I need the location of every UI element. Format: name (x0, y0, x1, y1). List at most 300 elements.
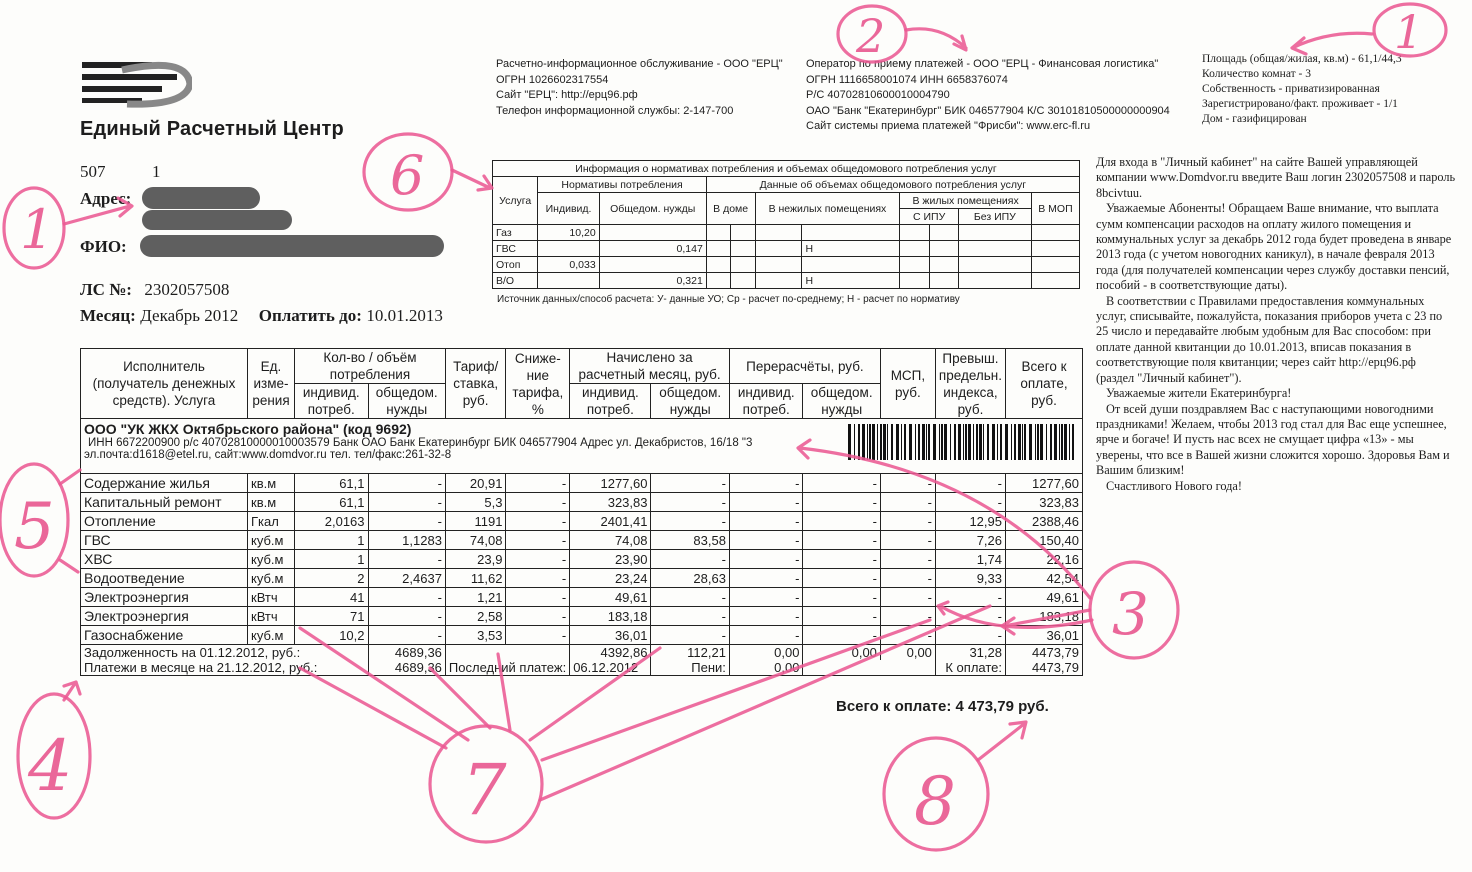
charge-row (81, 550, 1083, 569)
header-line: Дом - газифицирован (1202, 113, 1307, 125)
header-line: Площадь (общая/жилая, кв.м) - 61,1/44,3 (1202, 53, 1402, 65)
penalty-value: 0,00 (729, 660, 803, 676)
norms-service: ГВС (493, 241, 538, 257)
col-msp: МСП, руб. (880, 349, 935, 419)
cell-accrued-com: 83,58 (651, 531, 729, 550)
cell-tariff: 5,3 (445, 493, 506, 512)
cell-accrued-com: - (651, 607, 729, 626)
cell-total: 2388,46 (1006, 512, 1083, 531)
sum-total: 4473,79 (1006, 645, 1083, 661)
header-line: Зарегистрировано/факт. проживает - 1/1 (1202, 98, 1398, 110)
cell-reduce: - (506, 531, 570, 550)
sum-msp: 0,00 (880, 645, 935, 661)
cell-tariff: 1,21 (445, 588, 506, 607)
cell-tariff: 1191 (445, 512, 506, 531)
cell-accrued-ind: 49,61 (570, 588, 651, 607)
header-line: Р/С 40702810600010004790 (806, 89, 950, 101)
norms-common (599, 225, 706, 241)
norms-row (493, 257, 1080, 273)
barcode-bar (896, 424, 899, 460)
cell-accrued-com: - (651, 588, 729, 607)
barcode-bar (909, 424, 912, 460)
norms-common: 0,147 (599, 241, 706, 257)
norms-col-mop: В МОП (1031, 193, 1079, 225)
annotation-number: 5 (14, 490, 55, 564)
norms-indiv (538, 273, 599, 289)
col-rec-ind: индивид. потреб. (729, 384, 803, 419)
cell-service-name: Водоотведение (81, 569, 248, 588)
annotation-number: 7 (462, 749, 507, 831)
cell-qty-com: - (368, 588, 445, 607)
barcode-bar (1011, 424, 1012, 460)
barcode-bar (928, 424, 930, 460)
barcode (848, 424, 1076, 460)
annotation-number: 3 (1112, 580, 1149, 648)
cell-total: 183,18 (1006, 607, 1083, 626)
norms-indiv: 10,20 (538, 225, 599, 241)
barcode-bar (918, 424, 920, 460)
barcode-bar (869, 424, 871, 460)
barcode-bar (979, 424, 982, 460)
charges-table (80, 348, 1083, 676)
barcode-bar (992, 424, 995, 460)
sum-accrued-com: 112,21 (651, 645, 729, 661)
barcode-bar (1005, 424, 1008, 460)
annotation-number: 1 (20, 198, 55, 261)
cell-total: 42,54 (1006, 569, 1083, 588)
cell-qty-ind: 2 (295, 569, 369, 588)
provider-details: ИНН 6672200900 р/с 40702810000010003579 Банк ОАО Банк Екатеринбург БИК 046577904 Адрес ул. Декабристов, 16/18 "3 (88, 437, 753, 449)
norms-service: В/О (493, 273, 538, 289)
norms-col-house: В доме (706, 193, 755, 225)
barcode-bar (1029, 424, 1032, 460)
col-executor: Исполнитель (получатель денежных средств). Услуга (81, 349, 248, 419)
barcode-bar (872, 424, 875, 460)
cell-unit: куб.м (248, 569, 295, 588)
col-accrued: Начислено за расчетный месяц, руб. (570, 349, 730, 384)
cell-reduce: - (506, 588, 570, 607)
cell-recalc-com: - (803, 626, 880, 645)
norms-flag (731, 257, 755, 273)
notice-paragraph: Уважаемые жители Екатеринбурга! (1106, 386, 1292, 401)
redaction-address-1 (142, 187, 260, 209)
barcode-bar (883, 424, 886, 460)
cell-service-name: Электроэнергия (81, 588, 248, 607)
cell-recalc-ind: - (729, 493, 803, 512)
cell-service-name: Капитальный ремонт (81, 493, 248, 512)
barcode-bar (939, 424, 940, 460)
barcode-bar (915, 424, 916, 460)
annotation-number: 8 (914, 763, 956, 840)
barcode-bar (1054, 424, 1057, 460)
cell-accrued-com: - (651, 493, 729, 512)
cell-qty-com: - (368, 493, 445, 512)
charge-row (81, 512, 1083, 531)
barcode-bar (950, 424, 951, 460)
cell-excess: - (935, 607, 1005, 626)
cell-service-name: Газоснабжение (81, 626, 248, 645)
cell-qty-ind: 1 (295, 531, 369, 550)
col-reduce: Сниже-ние тарифа, % (506, 349, 570, 419)
barcode-bar (1072, 424, 1074, 460)
account-line (80, 280, 229, 300)
barcode-bar (944, 424, 947, 460)
cell-excess: 12,95 (935, 512, 1005, 531)
erc-logo (82, 60, 192, 110)
barcode-bar (1040, 424, 1043, 460)
charge-row (81, 474, 1083, 493)
cell-excess: - (935, 588, 1005, 607)
col-unit: Ед. изме-рения (248, 349, 295, 419)
norms-source-note: Источник данных/способ расчета: У- данные УО; Ср - расчет по-среднему; Н - расчет по нормативу (497, 294, 960, 305)
header-apartment-info (1202, 52, 1402, 127)
cell-recalc-ind: - (729, 531, 803, 550)
norms-common (599, 257, 706, 273)
to-pay-label: К оплате: (935, 660, 1005, 676)
norms-title: Информация о нормативах потребления и объемах общедомового потребления услуг (493, 161, 1080, 177)
cell-total: 22,16 (1006, 550, 1083, 569)
cell-msp: - (880, 493, 935, 512)
cell-accrued-ind: 74,08 (570, 531, 651, 550)
provider-name: ООО "УК ЖКХ Октябрьского района" (код 9692) (84, 421, 412, 437)
cell-unit: кв.м (248, 493, 295, 512)
notice-paragraph: Для входа в "Личный кабинет" на сайте Вашей управляющей компании www.Domdvor.ru введите Ваш логин 2302057508 и пароль 8bcivtuu. (1096, 155, 1456, 200)
norms-indiv (538, 241, 599, 257)
charge-row (81, 569, 1083, 588)
norms-col-res: В жилых помещениях (900, 193, 1031, 209)
cell-unit: кв.м (248, 474, 295, 493)
cell-excess: 1,74 (935, 550, 1005, 569)
cell-reduce: - (506, 493, 570, 512)
cell-msp: - (880, 531, 935, 550)
barcode-bar (965, 424, 967, 460)
barcode-bar (922, 424, 925, 460)
barcode-bar (891, 424, 893, 460)
norms-row (493, 273, 1080, 289)
cell-accrued-ind: 2401,41 (570, 512, 651, 531)
cell-tariff: 11,62 (445, 569, 506, 588)
norms-indiv: 0,033 (538, 257, 599, 273)
header-line: ОАО "Банк "Екатеринбург" БИК 046577904 К/С 30101810500000000904 (806, 104, 1170, 117)
cell-recalc-com: - (803, 493, 880, 512)
cell-accrued-ind: 23,90 (570, 550, 651, 569)
cell-unit: куб.м (248, 531, 295, 550)
barcode-bar (1024, 424, 1026, 460)
redaction-fio (140, 235, 444, 257)
cell-accrued-ind: 183,18 (570, 607, 651, 626)
notice-text (1096, 155, 1456, 494)
to-pay-value: 4473,79 (1006, 660, 1083, 676)
barcode-bar (933, 424, 936, 460)
cell-msp: - (880, 588, 935, 607)
barcode-bar (963, 424, 964, 460)
pay-until-value: 10.01.2013 (366, 306, 443, 325)
cell-total: 36,01 (1006, 626, 1083, 645)
cell-accrued-ind: 36,01 (570, 626, 651, 645)
cell-qty-com: 2,4637 (368, 569, 445, 588)
barcode-bar (968, 424, 971, 460)
code-b: 1 (152, 162, 161, 181)
norms-col-nonres: В нежилых помещениях (755, 193, 900, 225)
cell-accrued-com: 28,63 (651, 569, 729, 588)
barcode-bar (997, 424, 998, 460)
cell-service-name: Электроэнергия (81, 607, 248, 626)
header-line: ОГРН 1026602317554 (496, 73, 609, 86)
header-line: Количество комнат - 3 (1202, 68, 1311, 80)
norms-flag: Н (802, 273, 900, 289)
month-label: Месяц: (80, 306, 136, 325)
cell-reduce: - (506, 569, 570, 588)
norms-service: Отоп (493, 257, 538, 273)
barcode-bar (976, 424, 978, 460)
norms-col-ipu: С ИПУ (900, 209, 958, 225)
cell-recalc-ind: - (729, 512, 803, 531)
account-number: 2302057508 (144, 280, 230, 299)
cell-msp: - (880, 550, 935, 569)
norms-table (492, 160, 1080, 289)
pay-until-label: Оплатить до: (258, 306, 362, 325)
barcode-bar (941, 424, 943, 460)
cell-qty-ind: 61,1 (295, 493, 369, 512)
cell-msp: - (880, 607, 935, 626)
address-label: Адрес: (80, 189, 132, 208)
annotation-number: 2 (856, 9, 886, 63)
barcode-bar (1046, 424, 1047, 460)
header-line: Собственность - приватизированная (1202, 83, 1380, 95)
norms-common: 0,321 (599, 273, 706, 289)
cell-reduce: - (506, 550, 570, 569)
barcode-bar (1022, 424, 1023, 460)
header-line: Сайт системы приема платежей "Фрисби": www.erc-fl.ru (806, 120, 1091, 132)
norms-col-common: Общедом. нужды (599, 193, 706, 225)
barcode-bar (877, 424, 878, 460)
charge-row (81, 588, 1083, 607)
cell-excess: - (935, 474, 1005, 493)
cell-accrued-com: - (651, 512, 729, 531)
header-line: Телефон информационной службы: 2-147-700 (496, 104, 734, 117)
cell-qty-com: - (368, 550, 445, 569)
cell-accrued-com: - (651, 550, 729, 569)
barcode-bar (1014, 424, 1016, 460)
cell-service-name: Отопление (81, 512, 248, 531)
cell-qty-ind: 41 (295, 588, 369, 607)
cell-reduce: - (506, 626, 570, 645)
annotation-number: 1 (1394, 5, 1424, 59)
barcode-bar (926, 424, 927, 460)
cell-reduce: - (506, 607, 570, 626)
barcode-bar (987, 424, 989, 460)
cell-qty-ind: 61,1 (295, 474, 369, 493)
cell-excess: 9,33 (935, 569, 1005, 588)
cell-recalc-ind: - (729, 474, 803, 493)
barcode-bar (1059, 424, 1060, 460)
cell-accrued-ind: 1277,60 (570, 474, 651, 493)
col-qty-com: общедом. нужды (368, 384, 445, 419)
cell-total: 323,83 (1006, 493, 1083, 512)
cell-reduce: - (506, 512, 570, 531)
cell-excess: - (935, 626, 1005, 645)
cell-msp: - (880, 474, 935, 493)
cell-unit: куб.м (248, 550, 295, 569)
cell-excess: - (935, 493, 1005, 512)
cell-total: 49,61 (1006, 588, 1083, 607)
barcode-bar (1069, 424, 1070, 460)
norms-flag (731, 225, 755, 241)
cell-tariff: 23,9 (445, 550, 506, 569)
cell-qty-ind: 71 (295, 607, 369, 626)
notice-paragraph: От всей души поздравляем Вас с наступающими новогодними праздниками! Желаем, чтобы 2013 год стал для Вас еще успешнее, ярче и богаче! И пусть нас всех не смущает цифра «13» - мы уверены, что все в Вашей жизни сложится хорошо. Здоровья Вам и Вашим близким! (1096, 401, 1450, 478)
barcode-bar (1037, 424, 1039, 460)
sum-accrued-ind: 4392,86 (570, 645, 651, 661)
cell-tariff: 3,53 (445, 626, 506, 645)
charge-row (81, 531, 1083, 550)
sum-recalc-com: 0,00 (803, 645, 880, 661)
cell-qty-com: 1,1283 (368, 531, 445, 550)
company-name: Единый Расчетный Центр (80, 118, 344, 140)
cell-qty-ind: 1 (295, 550, 369, 569)
norms-row (493, 241, 1080, 257)
barcode-bar (1000, 424, 1002, 460)
cell-accrued-ind: 323,83 (570, 493, 651, 512)
col-qty: Кол-во / объём потребления (295, 349, 446, 384)
cell-service-name: ХВС (81, 550, 248, 569)
barcode-bar (1035, 424, 1036, 460)
cell-qty-com: - (368, 626, 445, 645)
header-line: Оператор по приему платежей - ООО "ЕРЦ - Финансовая логистика" (806, 58, 1159, 70)
cell-msp: - (880, 626, 935, 645)
norms-col-norms: Нормативы потребления (538, 177, 706, 193)
col-excess: Превыш. предельн. индекса, руб. (935, 349, 1005, 419)
payments-label: Платежи в месяце на 21.12.2012, руб.: (81, 660, 369, 676)
header-line: Расчетно-информационное обслуживание - ООО "ЕРЦ" (496, 58, 783, 70)
cell-recalc-ind: - (729, 588, 803, 607)
period-line (80, 306, 443, 326)
cell-total: 1277,60 (1006, 474, 1083, 493)
barcode-bar (1061, 424, 1063, 460)
barcode-bar (1018, 424, 1021, 460)
cell-recalc-ind: - (729, 550, 803, 569)
header-line: ОГРН 1116658001074 ИНН 6658376074 (806, 73, 1008, 86)
sum-excess: 31,28 (935, 645, 1005, 661)
barcode-bar (880, 424, 882, 460)
norms-col-volumes: Данные об объемах общедомового потребления услуг (706, 177, 1079, 193)
col-recalc: Перерасчёты, руб. (729, 349, 880, 384)
cell-recalc-ind: - (729, 607, 803, 626)
cell-accrued-com: - (651, 626, 729, 645)
header-erc-info (496, 57, 783, 119)
charge-row (81, 493, 1083, 512)
cell-recalc-ind: - (729, 569, 803, 588)
last-payment-label: Последний платеж: (445, 660, 569, 676)
col-acc-com: общедом. нужды (651, 384, 729, 419)
cell-service-name: Содержание жилья (81, 474, 248, 493)
barcode-bar (1064, 424, 1067, 460)
cell-excess: 7,26 (935, 531, 1005, 550)
col-tariff: Тариф/ ставка, руб. (445, 349, 506, 419)
cell-recalc-com: - (803, 607, 880, 626)
penalty-label: Пени: (651, 660, 729, 676)
barcode-bar (958, 424, 961, 460)
charge-row (81, 626, 1083, 645)
cell-recalc-com: - (803, 531, 880, 550)
col-rec-com: общедом. нужды (803, 384, 880, 419)
norms-service: Газ (493, 225, 538, 241)
cell-msp: - (880, 512, 935, 531)
payments-value: 4689,36 (368, 660, 445, 676)
grand-total: Всего к оплате: 4 473,79 руб. (836, 698, 1049, 715)
barcode-bar (848, 424, 851, 460)
month-value: Декабрь 2012 (140, 306, 239, 325)
col-acc-ind: индивид. потреб. (570, 384, 651, 419)
barcode-bar (862, 424, 865, 460)
col-qty-ind: индивид. потреб. (295, 384, 369, 419)
norms-flag: Н (802, 241, 900, 257)
norms-col-service: Услуга (493, 177, 538, 225)
cell-recalc-com: - (803, 550, 880, 569)
cell-qty-ind: 10,2 (295, 626, 369, 645)
barcode-bar (1050, 424, 1052, 460)
cell-tariff: 74,08 (445, 531, 506, 550)
redaction-address-2 (142, 210, 292, 230)
cell-qty-com: - (368, 607, 445, 626)
barcode-bar (887, 424, 888, 460)
charge-row (81, 607, 1083, 626)
cell-recalc-ind: - (729, 626, 803, 645)
cell-unit: кВтч (248, 588, 295, 607)
cell-total: 150,40 (1006, 531, 1083, 550)
header-line: Сайт "ЕРЦ": http://ерц96.рф (496, 89, 638, 101)
norms-col-noipu: Без ИПУ (958, 209, 1031, 225)
barcode-bar (901, 424, 902, 460)
debt-value: 4689,36 (368, 645, 445, 661)
cell-unit: кВтч (248, 607, 295, 626)
provider-contacts: эл.почта:d1618@etel.ru, сайт:www.domdvor.ru тел. тел/факс:261-32-8 (84, 449, 452, 461)
norms-row (493, 225, 1080, 241)
barcode-bar (973, 424, 974, 460)
cell-accrued-ind: 23,24 (570, 569, 651, 588)
sum-recalc-ind: 0,00 (729, 645, 803, 661)
barcode-bar (904, 424, 906, 460)
code-a: 507 (80, 162, 106, 181)
last-payment-value: 06.12.2012 (570, 660, 651, 676)
cell-accrued-com: - (651, 474, 729, 493)
header-operator-info (806, 57, 1170, 135)
barcode-bar (854, 424, 855, 460)
cell-qty-com: - (368, 512, 445, 531)
account-label: ЛС №: (80, 280, 132, 299)
annotation-number: 6 (390, 144, 425, 207)
cell-qty-com: - (368, 474, 445, 493)
barcode-bar (867, 424, 868, 460)
cell-recalc-com: - (803, 474, 880, 493)
cell-qty-ind: 2,0163 (295, 512, 369, 531)
cell-tariff: 2,58 (445, 607, 506, 626)
barcode-bar (858, 424, 860, 460)
notice-paragraph: Уважаемые Абоненты! Обращаем Ваше внимание, что выплата сумм компенсации расходов на оплату жилого помещения и коммунальных услуг за декабрь 2012 года будет проведена в январе 2013 года (с учетом новогодних каникул), в начале февраля 2013 года (для получателей компенсации через службу доставки пенсий, пособий - в соответствующие даты). (1096, 201, 1452, 293)
norms-col-indiv: Индивид. (538, 193, 599, 225)
cell-recalc-com: - (803, 512, 880, 531)
barcode-bar (983, 424, 984, 460)
fio-label: ФИО: (80, 237, 127, 256)
notice-paragraph: В соответствии с Правилами предоставления коммунальных услуг, списывайте, пожалуйста, показания приборов учета с 23 по 25 число и передавайте любым удобным для Вас способом: при оплате данной квитанции до 10.01.2013, вписав показания в соответствующие поля квитанции; через сайт http://ерц96.рф (раздел "Личный кабинет"). (1096, 293, 1443, 385)
col-total: Всего к оплате, руб. (1006, 349, 1083, 419)
cell-recalc-com: - (803, 569, 880, 588)
cell-msp: - (880, 569, 935, 588)
cell-tariff: 20,91 (445, 474, 506, 493)
notice-paragraph: Счастливого Нового года! (1106, 478, 1242, 493)
annotation-number: 4 (28, 725, 73, 807)
cell-unit: куб.м (248, 626, 295, 645)
